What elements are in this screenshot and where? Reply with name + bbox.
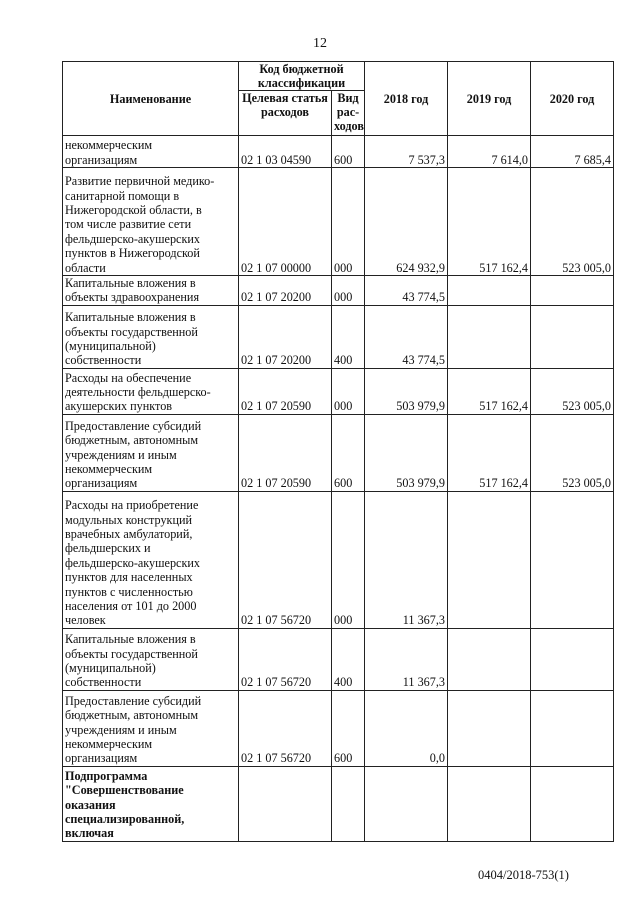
row-2018-cell: 11 367,3 xyxy=(365,491,448,628)
row-2018-cell: 43 774,5 xyxy=(365,276,448,306)
row-2019-cell: 517 162,4 xyxy=(448,368,531,414)
row-kind-cell: 000 xyxy=(332,276,365,306)
row-2020-cell: 523 005,0 xyxy=(531,168,614,276)
row-2020-cell xyxy=(531,766,614,841)
row-code-cell: 02 1 07 56720 xyxy=(239,628,332,690)
table-row xyxy=(63,276,614,306)
row-kind-cell: 600 xyxy=(332,136,365,168)
row-name-cell xyxy=(63,766,239,841)
row-name-text: некоммерческим организациям xyxy=(65,138,153,167)
row-2019-cell: 517 162,4 xyxy=(448,168,531,276)
row-2018-cell: 624 932,9 xyxy=(365,168,448,276)
table-row xyxy=(63,305,614,368)
table-row xyxy=(63,766,614,841)
row-2020-cell: 7 685,4 xyxy=(531,136,614,168)
row-2019-cell xyxy=(448,690,531,766)
row-name-text: Расходы на приобретение модульных конструкций врачебных амбулаторий, фельдшерских и фельдшерско-акушерских пунктов для населенных пунктов с численностью населения от 101 до 2000 человек xyxy=(65,498,200,628)
row-name-text: Расходы на обеспечение деятельности фельдшерско- акушерских пунктов xyxy=(65,370,211,414)
row-name-cell xyxy=(63,491,239,628)
table-row xyxy=(63,491,614,628)
row-kind-cell: 600 xyxy=(332,414,365,491)
row-name-cell xyxy=(63,136,239,168)
row-name-text: Капитальные вложения в объекты государственной (муниципальной) собственности xyxy=(65,632,198,690)
row-code-cell: 02 1 07 56720 xyxy=(239,690,332,766)
row-code-cell: 02 1 03 04590 xyxy=(239,136,332,168)
row-2018-cell: 43 774,5 xyxy=(365,305,448,368)
row-kind-cell: 000 xyxy=(332,368,365,414)
header-2019: 2019 год xyxy=(448,62,531,136)
row-name-text: Предоставление субсидий бюджетным, автономным учреждениям и иным некоммерческим организациям xyxy=(65,693,202,766)
table-row xyxy=(63,168,614,276)
row-name-cell xyxy=(63,168,239,276)
row-kind-cell: 000 xyxy=(332,491,365,628)
row-2020-cell: 523 005,0 xyxy=(531,368,614,414)
row-kind-cell xyxy=(332,766,365,841)
row-name-cell xyxy=(63,305,239,368)
row-2019-cell xyxy=(448,305,531,368)
header-2020: 2020 год xyxy=(531,62,614,136)
row-2020-cell xyxy=(531,690,614,766)
row-2019-cell xyxy=(448,276,531,306)
header-name: Наименование xyxy=(63,62,239,136)
row-2020-cell xyxy=(531,276,614,306)
row-2019-cell: 7 614,0 xyxy=(448,136,531,168)
row-2020-cell xyxy=(531,491,614,628)
row-code-cell: 02 1 07 20590 xyxy=(239,414,332,491)
row-2020-cell: 523 005,0 xyxy=(531,414,614,491)
row-2018-cell xyxy=(365,766,448,841)
row-kind-cell: 000 xyxy=(332,168,365,276)
row-code-cell: 02 1 07 00000 xyxy=(239,168,332,276)
table-row xyxy=(63,414,614,491)
row-kind-cell: 400 xyxy=(332,628,365,690)
row-kind-cell: 400 xyxy=(332,305,365,368)
row-kind-cell: 600 xyxy=(332,690,365,766)
row-2018-cell: 503 979,9 xyxy=(365,414,448,491)
header-kbk: Код бюджетной классификации xyxy=(239,62,365,91)
row-code-cell: 02 1 07 20200 xyxy=(239,276,332,306)
row-name-text: Капитальные вложения в объекты государственной (муниципальной) собственности xyxy=(65,310,198,368)
row-2020-cell xyxy=(531,305,614,368)
row-name-text: Подпрограмма "Совершенствование оказания специализированной, включая xyxy=(65,768,185,841)
row-2019-cell xyxy=(448,491,531,628)
row-2019-cell xyxy=(448,628,531,690)
table-row xyxy=(63,136,614,168)
row-name-cell xyxy=(63,276,239,306)
table-row xyxy=(63,690,614,766)
table-row xyxy=(63,628,614,690)
header-2018: 2018 год xyxy=(365,62,448,136)
row-code-cell xyxy=(239,766,332,841)
page-number: 12 xyxy=(313,36,327,51)
row-name-text: Развитие первичной медико- санитарной помощи в Нижегородской области, в том числе развитие сети фельдшерско-акушерских пунктов в Нижегородской области xyxy=(65,174,215,275)
row-name-cell xyxy=(63,690,239,766)
table-row xyxy=(63,368,614,414)
row-2018-cell: 7 537,3 xyxy=(365,136,448,168)
row-name-text: Предоставление субсидий бюджетным, автономным учреждениям и иным некоммерческим организациям xyxy=(65,418,202,491)
row-code-cell: 02 1 07 20200 xyxy=(239,305,332,368)
budget-table xyxy=(62,61,614,842)
document-code: 0404/2018-753(1) xyxy=(478,868,569,882)
row-2018-cell: 11 367,3 xyxy=(365,628,448,690)
row-2019-cell: 517 162,4 xyxy=(448,414,531,491)
row-name-cell xyxy=(63,628,239,690)
row-code-cell: 02 1 07 20590 xyxy=(239,368,332,414)
row-name-text: Капитальные вложения в объекты здравоохранения xyxy=(65,276,200,305)
row-name-cell xyxy=(63,368,239,414)
row-2018-cell: 503 979,9 xyxy=(365,368,448,414)
row-code-cell: 02 1 07 56720 xyxy=(239,491,332,628)
row-2019-cell xyxy=(448,766,531,841)
header-target-article: Целевая статья расходов xyxy=(239,91,332,136)
row-2020-cell xyxy=(531,628,614,690)
row-2018-cell: 0,0 xyxy=(365,690,448,766)
row-name-cell xyxy=(63,414,239,491)
header-expense-kind: Вид рас-ходов xyxy=(332,91,365,136)
